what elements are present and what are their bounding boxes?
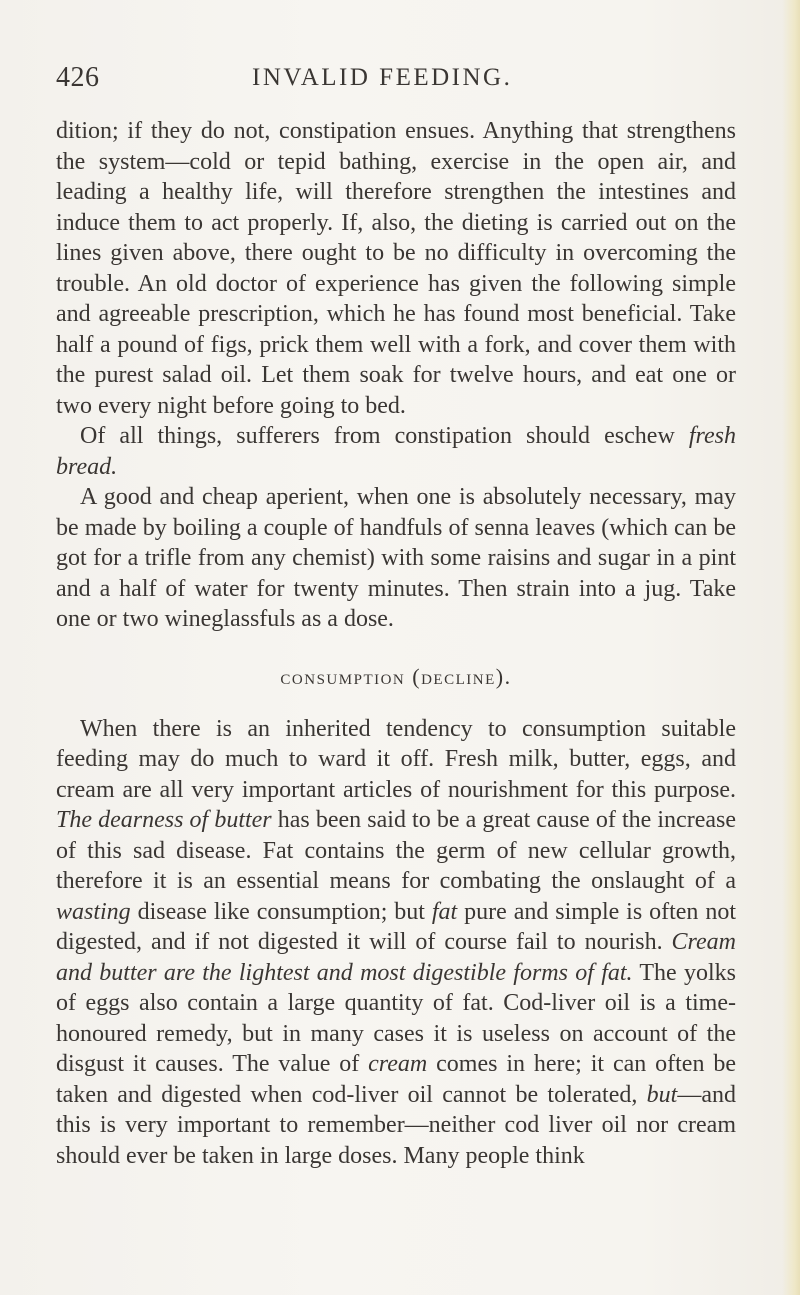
paragraph bbox=[56, 482, 736, 635]
paragraph bbox=[56, 116, 736, 421]
text-run: When there is an inherited tendency to consumption suitable feeding may do much to ward it off. Fresh milk, butter, eggs, and cream are all very important articles of nourishment for this purpose. bbox=[56, 715, 736, 803]
page-number: 426 bbox=[56, 62, 100, 93]
italic-phrase: wasting bbox=[56, 898, 131, 925]
section-heading: consumption (decline). bbox=[280, 663, 512, 689]
paragraph bbox=[56, 421, 736, 482]
text-run: has been said to be a great cause of the increase of this sad disease. Fat contains the germ of new cellular growth, therefore it is an essential means for combating the onslaught of a bbox=[56, 807, 736, 894]
paragraph bbox=[56, 714, 736, 1172]
text-run: The yolks of eggs also contain a large quantity of fat. Cod-liver oil is a time-honoured remedy, but in many cases it is useless on account of the disgust it causes. The value of bbox=[56, 959, 736, 1077]
text-run: dition; if they do not, constipation ensues. Anything that strengthens the system—cold or tepid bathing, exercise in the open air, and leading a healthy life, will therefore strengthen the intestines and induce them to act properly. If, also, the dieting is carried out on the lines given above, there ought to be no difficulty in overcoming the trouble. An old doctor of experience has given the following simple and agreeable prescription, which he has found most beneficial. Take half a pound of figs, prick them well with a fork, and cover them with the purest salad oil. Let them soak for twelve hours, and eat one or two every night before going to bed. bbox=[56, 118, 736, 419]
text-run: Of all things, sufferers from constipation should eschew bbox=[80, 423, 689, 449]
paragraph-group-2 bbox=[56, 714, 736, 1172]
italic-phrase: cream bbox=[368, 1051, 428, 1077]
text-run: disease like consumption; but bbox=[130, 898, 432, 925]
text-run: pure and simple is often not digested, and if not digested it will of course fail to nourish. bbox=[56, 898, 737, 955]
page-edge-shading bbox=[782, 0, 800, 1295]
running-head: INVALID FEEDING. bbox=[252, 64, 513, 91]
body-text bbox=[56, 116, 736, 1171]
italic-phrase: Cream and butter are the lightest and most digestible forms of fat. bbox=[56, 929, 736, 986]
italic-phrase: fresh bread. bbox=[56, 423, 736, 480]
italic-phrase: but bbox=[646, 1081, 678, 1108]
paragraph-group-1 bbox=[56, 116, 736, 635]
italic-phrase: The dearness of butter bbox=[56, 807, 272, 833]
text-run: comes in here; it can often be taken and digested when cod-liver oil cannot be tolerated, bbox=[56, 1051, 736, 1108]
italic-phrase: fat bbox=[431, 898, 458, 925]
page-header bbox=[56, 62, 736, 102]
text-run: A good and cheap aperient, when one is absolutely necessary, may be made by boiling a couple of handfuls of senna leaves (which can be got for a trifle from any chemist) with some raisins and sugar in a pint and a half of water for twenty minutes. Then strain into a jug. Take one or two wineglassfuls as a dose. bbox=[56, 484, 736, 632]
text-run: —and this is very important to remember—neither cod liver oil nor cream should ever be taken in large doses. Many people think bbox=[56, 1081, 736, 1169]
